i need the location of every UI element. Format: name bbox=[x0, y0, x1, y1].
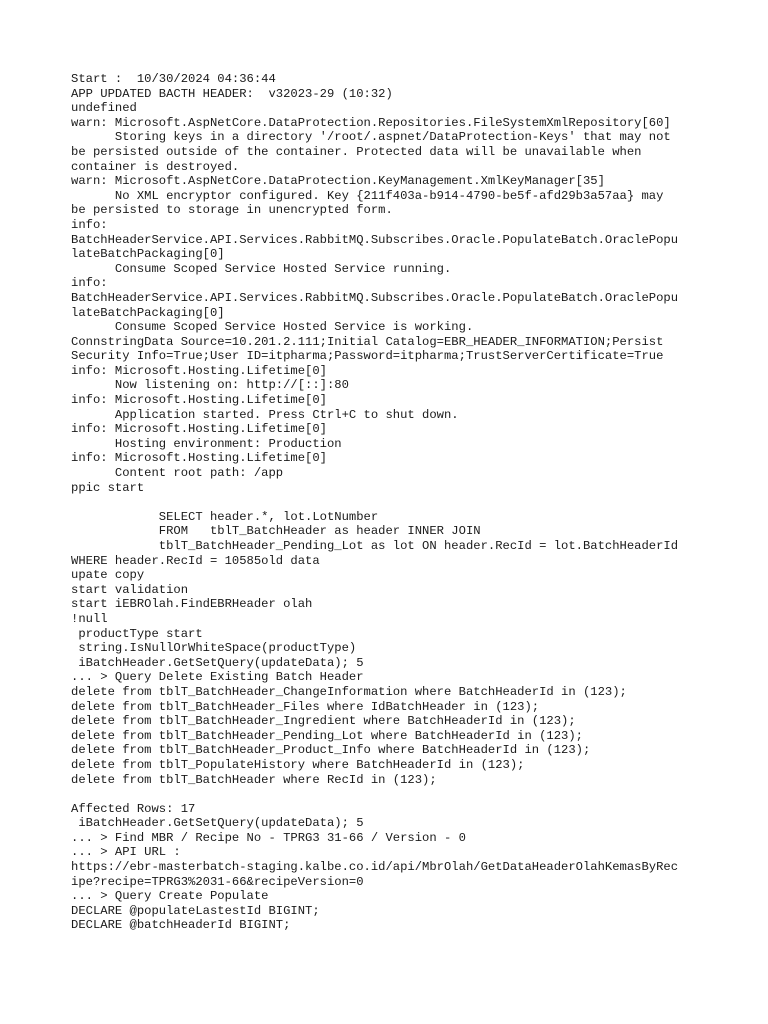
log-line: delete from tblT_BatchHeader_ChangeInformation where BatchHeaderId in (123); bbox=[71, 684, 627, 699]
log-line: ... > API URL : bbox=[71, 845, 181, 860]
log-line: Consume Scoped Service Hosted Service running. bbox=[71, 261, 452, 276]
log-line: string.IsNullOrWhiteSpace(productType) bbox=[71, 641, 357, 656]
log-line: delete from tblT_BatchHeader_Pending_Lot where BatchHeaderId in (123); bbox=[71, 728, 583, 743]
log-line: delete from tblT_BatchHeader_Product_Info where BatchHeaderId in (123); bbox=[71, 743, 591, 758]
log-line: tblT_BatchHeader_Pending_Lot as lot ON header.RecId = lot.BatchHeaderId bbox=[71, 539, 679, 553]
log-line: Start : 10/30/2024 04:36:44 bbox=[71, 72, 276, 86]
log-line: container is destroyed. bbox=[71, 159, 240, 174]
log-line: iBatchHeader.GetSetQuery(updateData); 5 bbox=[71, 655, 364, 670]
log-line: Affected Rows: 17 bbox=[71, 801, 196, 816]
log-line: SELECT header.*, lot.LotNumber bbox=[71, 509, 379, 524]
log-line: lateBatchPackaging[0] bbox=[71, 247, 225, 262]
log-line: info: Microsoft.Hosting.Lifetime[0] bbox=[71, 422, 327, 437]
log-line: https://ebr-masterbatch-staging.kalbe.co.id/api/MbrOlah/GetDataHeaderOlahKemasByRec bbox=[71, 860, 679, 875]
log-line: info: Microsoft.Hosting.Lifetime[0] bbox=[71, 363, 327, 378]
log-line: ConnstringData Source=10.201.2.111;Initial Catalog=EBR_HEADER_INFORMATION;Persist bbox=[71, 334, 664, 349]
log-line: DECLARE @batchHeaderId BIGINT; bbox=[71, 918, 291, 933]
log-line: Security Info=True;User ID=itpharma;Password=itpharma;TrustServerCertificate=True bbox=[71, 349, 664, 364]
log-line: info: Microsoft.Hosting.Lifetime[0] bbox=[71, 451, 327, 466]
log-line: be persisted to storage in unencrypted form. bbox=[71, 203, 393, 218]
log-line: delete from tblT_PopulateHistory where BatchHeaderId in (123); bbox=[71, 757, 525, 772]
log-line: FROM tblT_BatchHeader as header INNER JOIN bbox=[71, 524, 481, 539]
log-line: Application started. Press Ctrl+C to shut down. bbox=[71, 407, 459, 422]
log-line: start validation bbox=[71, 582, 189, 597]
log-line: !null bbox=[71, 611, 108, 626]
log-line: ... > Query Create Populate bbox=[71, 889, 269, 904]
log-line: iBatchHeader.GetSetQuery(updateData); 5 bbox=[71, 816, 364, 831]
log-line: ppic start bbox=[71, 480, 145, 495]
log-line: info: Microsoft.Hosting.Lifetime[0] bbox=[71, 393, 327, 408]
log-line: delete from tblT_BatchHeader where RecId in (123); bbox=[71, 772, 437, 787]
log-line: upate copy bbox=[71, 568, 145, 583]
log-line: DECLARE @populateLastestId BIGINT; bbox=[71, 903, 320, 918]
log-line: WHERE header.RecId = 10585old data bbox=[71, 553, 320, 568]
log-line: start iEBROlah.FindEBRHeader olah bbox=[71, 597, 313, 612]
log-line: No XML encryptor configured. Key {211f403a-b914-4790-be5f-afd29b3a57aa} may bbox=[71, 188, 664, 203]
log-line: info: bbox=[71, 276, 108, 291]
log-line: ... > Query Delete Existing Batch Header bbox=[71, 670, 364, 685]
log-line bbox=[71, 787, 711, 802]
log-line: delete from tblT_BatchHeader_Files where IdBatchHeader in (123); bbox=[71, 699, 540, 714]
log-line: Content root path: /app bbox=[71, 466, 284, 481]
log-line: Hosting environment: Production bbox=[71, 436, 342, 451]
log-line: BatchHeaderService.API.Services.RabbitMQ.Subscribes.Oracle.PopulateBatch.OraclePopu bbox=[71, 232, 679, 247]
log-line: warn: Microsoft.AspNetCore.DataProtection.KeyManagement.XmlKeyManager[35] bbox=[71, 174, 605, 189]
log-line bbox=[71, 495, 711, 510]
log-line: Storing keys in a directory '/root/.aspnet/DataProtection-Keys' that may not bbox=[71, 130, 671, 145]
log-line: ipe?recipe=TPRG3%2031-66&recipeVersion=0 bbox=[71, 874, 364, 889]
log-line: info: bbox=[71, 217, 108, 232]
log-document bbox=[71, 72, 711, 933]
log-line: ... > Find MBR / Recipe No - TPRG3 31-66 / Version - 0 bbox=[71, 830, 466, 845]
log-line: undefined bbox=[71, 101, 137, 116]
log-line: BatchHeaderService.API.Services.RabbitMQ.Subscribes.Oracle.PopulateBatch.OraclePopu bbox=[71, 290, 679, 305]
log-line: Now listening on: http://[::]:80 bbox=[71, 378, 349, 393]
log-line: APP UPDATED BACTH HEADER: v32023-29 (10:32) bbox=[71, 86, 393, 101]
log-line: be persisted outside of the container. Protected data will be unavailable when bbox=[71, 144, 642, 159]
log-line: lateBatchPackaging[0] bbox=[71, 305, 225, 320]
log-line: delete from tblT_BatchHeader_Ingredient where BatchHeaderId in (123); bbox=[71, 714, 576, 729]
log-line: productType start bbox=[71, 626, 203, 641]
log-line: warn: Microsoft.AspNetCore.DataProtection.Repositories.FileSystemXmlRepository[60] bbox=[71, 115, 671, 130]
log-line: Consume Scoped Service Hosted Service is working. bbox=[71, 320, 474, 335]
